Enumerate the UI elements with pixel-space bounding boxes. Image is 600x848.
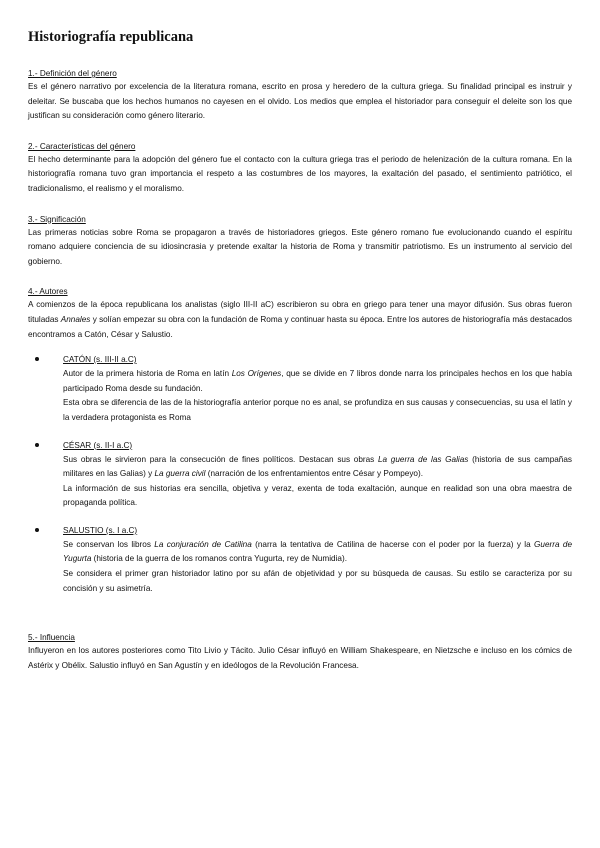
section-heading: 4.- Autores <box>28 287 68 297</box>
author-text <box>63 367 572 396</box>
text-run: Autor de la primera historia de Roma en latín <box>63 369 232 379</box>
author-text: Se considera el primer gran historiador latino por su afán de objetividad y por su búsqueda de causas. Su estilo se caracteriza por su concisión y su asimetría. <box>63 569 572 593</box>
author-name: CÉSAR (s. II-I a.C) <box>63 440 133 450</box>
section-authors <box>28 286 572 596</box>
author-list <box>28 354 572 596</box>
text-run: (narración de los enfrentamientos entre César y Pompeyo). <box>205 469 423 479</box>
section-definition <box>28 68 572 124</box>
text-run: (historia de la guerra de los romanos contra Yugurta, rey de Numidia). <box>91 554 347 564</box>
author-item-caton <box>28 354 572 425</box>
author-text <box>63 453 572 482</box>
work-title: Annales <box>60 314 91 324</box>
text-run: , que se divide en 7 libros donde narra los principales hechos en los que había participado Roma desde su fundación. <box>63 369 573 393</box>
author-item-cesar <box>28 440 572 511</box>
document-title: Historiografía republicana <box>28 29 194 45</box>
author-text: Esta obra se diferencia de las de la historiografía anterior porque no es anal, se profundiza en sus causas y consecuencias, su usa el latín y la verdadera protagonista es Roma <box>63 398 572 422</box>
work-title: Guerra de Yugurta <box>63 539 572 564</box>
section-text: Las primeras noticias sobre Roma se propagaron a través de historiadores griegos. Este género romano fue evolucionando cuando el espíritu romano adquiere conciencia de su idiosincrasia y pretende exaltar la historia de Roma y transmitir patriotismo. Es un instrumento al servicio del gobierno. <box>28 227 572 266</box>
work-title: La conjuración de Catilina <box>154 539 252 549</box>
bullet-icon <box>35 443 39 447</box>
bullet-icon <box>35 528 39 532</box>
text-run: Sus obras le sirvieron para la consecución de fines políticos. Destacan sus obras <box>63 454 378 464</box>
work-title: La guerra civil <box>154 469 206 479</box>
section-heading: 2.- Características del género <box>28 141 136 151</box>
section-influence <box>28 632 572 673</box>
author-item-salustio <box>28 525 572 596</box>
author-text: La información de sus historias era sencilla, objetiva y veraz, exenta de toda exaltación, aunque en realidad son una obra maestra de propaganda política. <box>63 483 572 508</box>
intro-text: A comienzos de la época republicana los analistas (siglo III-II aC) escribieron su obra en griego para tener una mayor difusión. Sus obras fueron tituladas <box>28 300 572 324</box>
section-text <box>28 298 572 342</box>
author-text <box>63 538 572 567</box>
section-text: Influyeron en los autores posteriores como Tito Livio y Tácito. Julio César influyó en William Shakespeare, en Nietzsche e incluso en los cómics de Astérix y Obélix. Salustio influyó en San Agustín y en ideólogos de la Revolución Francesa. <box>28 646 572 670</box>
section-characteristics <box>28 141 572 197</box>
work-title: La guerra de las Galias <box>377 454 469 464</box>
author-name: SALUSTIO (s. I a.C) <box>63 525 138 535</box>
section-text: Es el género narrativo por excelencia de la literatura romana, escrito en prosa y heredero de la cultura griega. Su finalidad principal es instruir y deleitar. Se buscaba que los hechos humanos no cayesen en el olvido. Los medios que emplea el historiador para conseguir el deleite son los que justifican su consideración como género literario. <box>28 82 572 121</box>
bullet-icon <box>35 357 39 361</box>
section-text: El hecho determinante para la adopción del género fue el contacto con la cultura griega tras el periodo de helenización de la cultura romana. En la historiografía romana tuvo gran importancia el respeto a las costumbres de los mayores, la exaltación del pasado, el sentimiento patriótico, el tradicionalismo, el realismo y el moralismo. <box>28 154 572 193</box>
author-name: CATÓN (s. III-II a.C) <box>63 355 137 365</box>
section-heading: 5.- Influencia <box>28 633 75 643</box>
intro-text: y solían empezar su obra con la fundación de Roma y continuar hasta su época. Entre los autores de historiografía más destacados encontramos a Catón, César y Salustio. <box>28 314 572 339</box>
text-run: (historia de sus campañas militares en las Galias) y <box>63 454 573 479</box>
section-heading: 3.- Significación <box>28 214 86 224</box>
section-significance <box>28 214 572 270</box>
text-run: Se conservan los libros <box>63 539 155 549</box>
text-run: (narra la tentativa de Catilina de hacerse con el poder por la fuerza) y la <box>251 539 535 549</box>
section-heading: 1.- Definición del género <box>28 69 117 78</box>
work-title: Los Orígenes <box>231 369 282 379</box>
